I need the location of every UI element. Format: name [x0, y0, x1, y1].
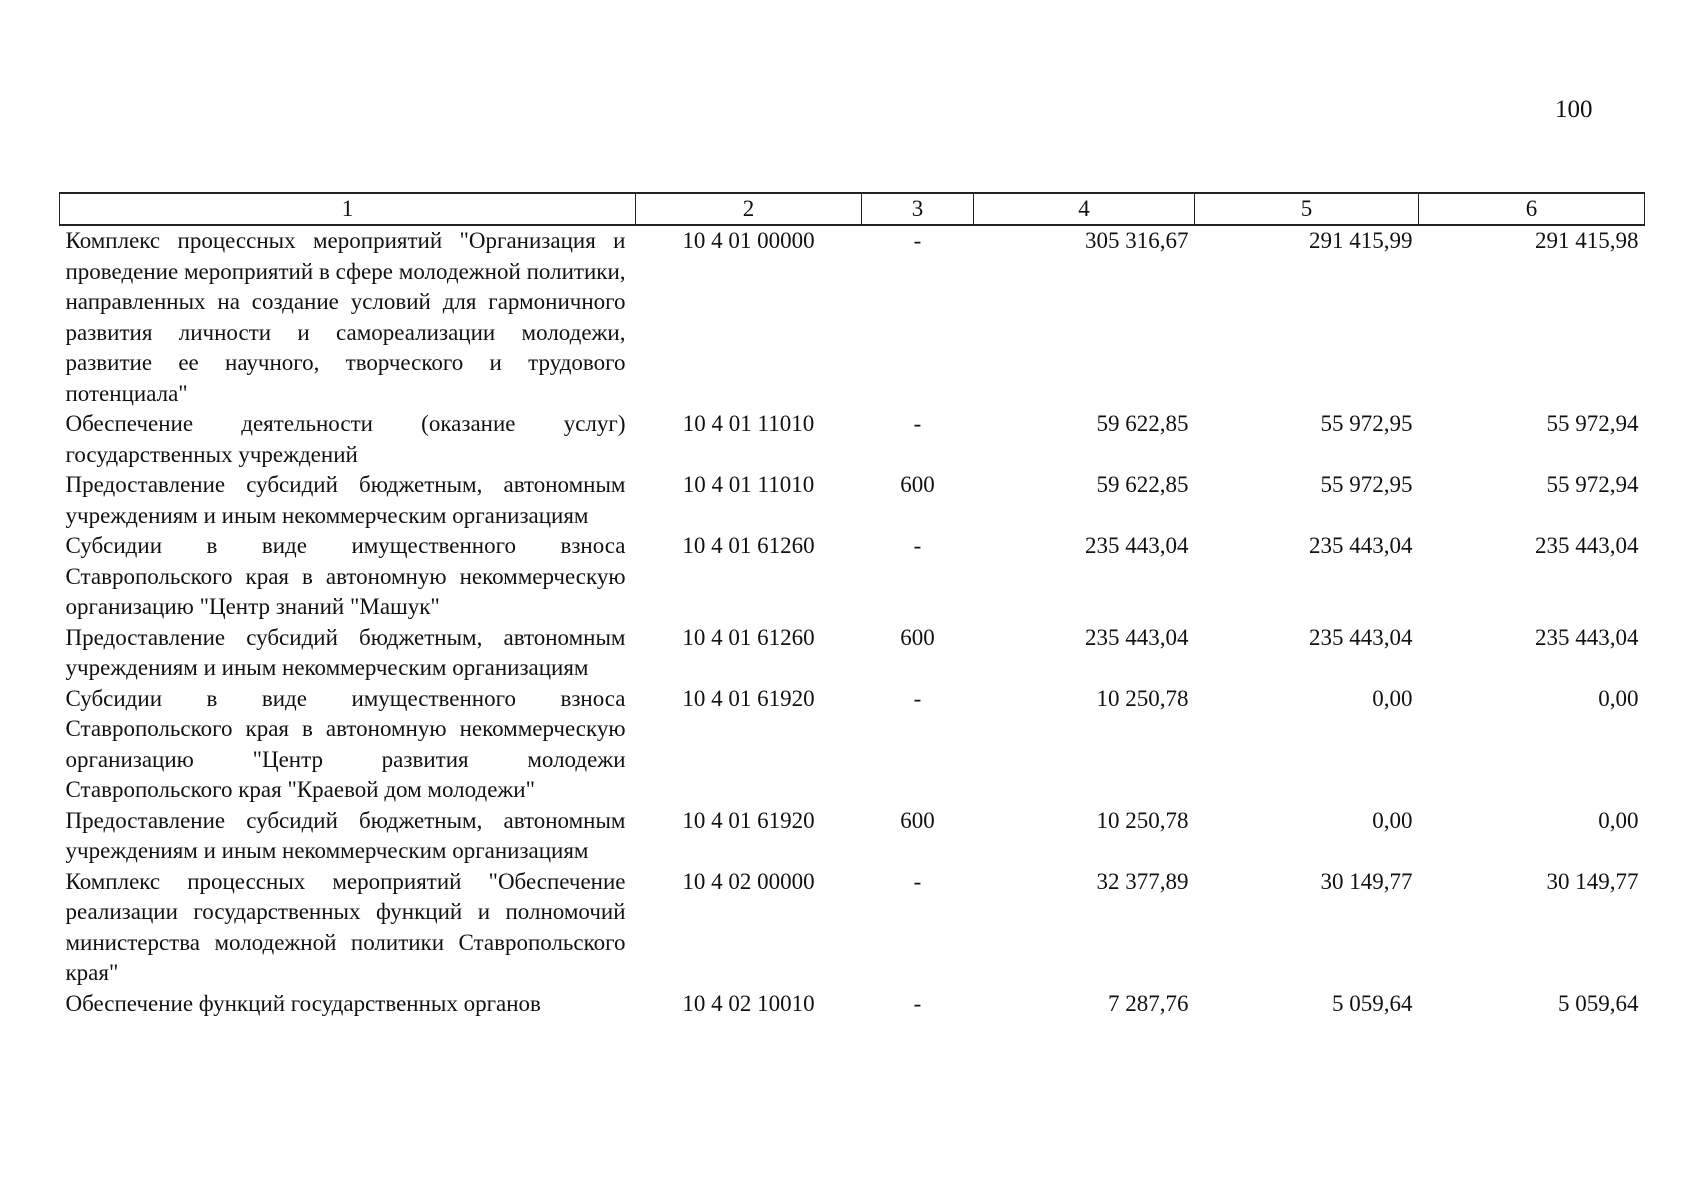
row-value-4: 235 443,04 [1085, 624, 1189, 650]
row-value-6: 235 443,04 [1535, 624, 1639, 650]
table-row [60, 225, 1645, 409]
column-header-2: 2 [636, 193, 862, 225]
table-header [60, 193, 1645, 225]
row-code: 10 4 01 61920 [682, 685, 815, 711]
row-name: Субсидии в виде имущественного взноса Ставропольского края в автономную некоммерческую организацию "Центр развития молодежи Ставропольского края "Краевой дом молодежи" [65, 685, 626, 802]
row-type: 600 [900, 807, 935, 833]
row-value-4: 10 250,78 [1096, 685, 1189, 711]
row-value-6: 5 059,64 [1558, 990, 1639, 1016]
row-value-5: 0,00 [1372, 807, 1413, 833]
row-value-4: 305 316,67 [1085, 228, 1189, 253]
row-code: 10 4 01 00000 [682, 228, 815, 253]
row-name: Субсидии в виде имущественного взноса Ставропольского края в автономную некоммерческую организацию "Центр знаний "Машук" [65, 533, 626, 619]
row-value-4: 59 622,85 [1096, 472, 1189, 497]
row-value-5: 55 972,95 [1320, 411, 1413, 436]
row-value-4: 59 622,85 [1096, 411, 1189, 436]
table-row [60, 623, 1645, 684]
row-type: - [913, 990, 922, 1016]
row-type: 600 [900, 472, 935, 497]
row-code: 10 4 02 10010 [682, 990, 815, 1016]
row-type: - [913, 685, 922, 711]
table-row [60, 470, 1645, 531]
row-name: Предоставление субсидий бюджетным, автономным учреждениям и иным некоммерческим организациям [65, 472, 626, 528]
column-header-5: 5 [1195, 193, 1419, 225]
row-value-4: 32 377,89 [1096, 868, 1189, 894]
row-code: 10 4 02 00000 [682, 868, 815, 894]
budget-table [59, 192, 1645, 1019]
row-value-6: 30 149,77 [1546, 868, 1639, 894]
row-type: - [913, 868, 922, 894]
row-type: - [913, 228, 922, 253]
row-value-4: 7 287,76 [1108, 990, 1189, 1016]
table-row [60, 531, 1645, 623]
row-value-4: 10 250,78 [1096, 807, 1189, 833]
row-value-5: 5 059,64 [1332, 990, 1413, 1016]
table-row [60, 684, 1645, 806]
table-row [60, 867, 1645, 989]
row-code: 10 4 01 11010 [682, 411, 815, 436]
row-name: Обеспечение функций государственных органов [65, 990, 541, 1016]
row-value-5: 235 443,04 [1309, 533, 1413, 558]
row-code: 10 4 01 61260 [682, 533, 815, 558]
row-name: Предоставление субсидий бюджетным, автономным учреждениям и иным некоммерческим организациям [65, 807, 626, 863]
row-value-6: 235 443,04 [1535, 533, 1639, 558]
header-row [60, 193, 1645, 225]
row-value-6: 55 972,94 [1546, 472, 1639, 497]
row-value-6: 0,00 [1598, 685, 1639, 711]
row-value-6: 55 972,94 [1546, 411, 1639, 436]
table-row [60, 409, 1645, 470]
row-value-6: 291 415,98 [1535, 228, 1639, 253]
column-header-3: 3 [862, 193, 974, 225]
page-number: 100 [1555, 96, 1593, 123]
row-name: Комплекс процессных мероприятий "Организация и проведение мероприятий в сфере молодежной политики, направленных на создание условий для гармоничного развития личности и самореализации молодежи, развитие ее научного, творческого и трудового потенциала" [65, 228, 626, 406]
row-value-5: 55 972,95 [1320, 472, 1413, 497]
table-row [60, 806, 1645, 867]
row-value-5: 30 149,77 [1320, 868, 1413, 894]
row-type: - [913, 533, 922, 558]
row-value-5: 235 443,04 [1309, 624, 1413, 650]
row-value-5: 0,00 [1372, 685, 1413, 711]
row-name: Предоставление субсидий бюджетным, автономным учреждениям и иным некоммерческим организациям [65, 624, 626, 680]
row-name: Комплекс процессных мероприятий "Обеспечение реализации государственных функций и полномочий министерства молодежной политики Ставропольского края" [65, 868, 626, 985]
row-type: - [913, 411, 922, 436]
table-row [60, 989, 1645, 1020]
row-value-5: 291 415,99 [1309, 228, 1413, 253]
table-body [60, 225, 1645, 1019]
column-header-1: 1 [60, 193, 636, 225]
row-code: 10 4 01 61920 [682, 807, 815, 833]
column-header-6: 6 [1419, 193, 1645, 225]
row-name: Обеспечение деятельности (оказание услуг) государственных учреждений [65, 411, 626, 467]
row-type: 600 [900, 624, 935, 650]
row-code: 10 4 01 11010 [682, 472, 815, 497]
row-code: 10 4 01 61260 [682, 624, 815, 650]
row-value-4: 235 443,04 [1085, 533, 1189, 558]
row-value-6: 0,00 [1598, 807, 1639, 833]
column-header-4: 4 [974, 193, 1195, 225]
